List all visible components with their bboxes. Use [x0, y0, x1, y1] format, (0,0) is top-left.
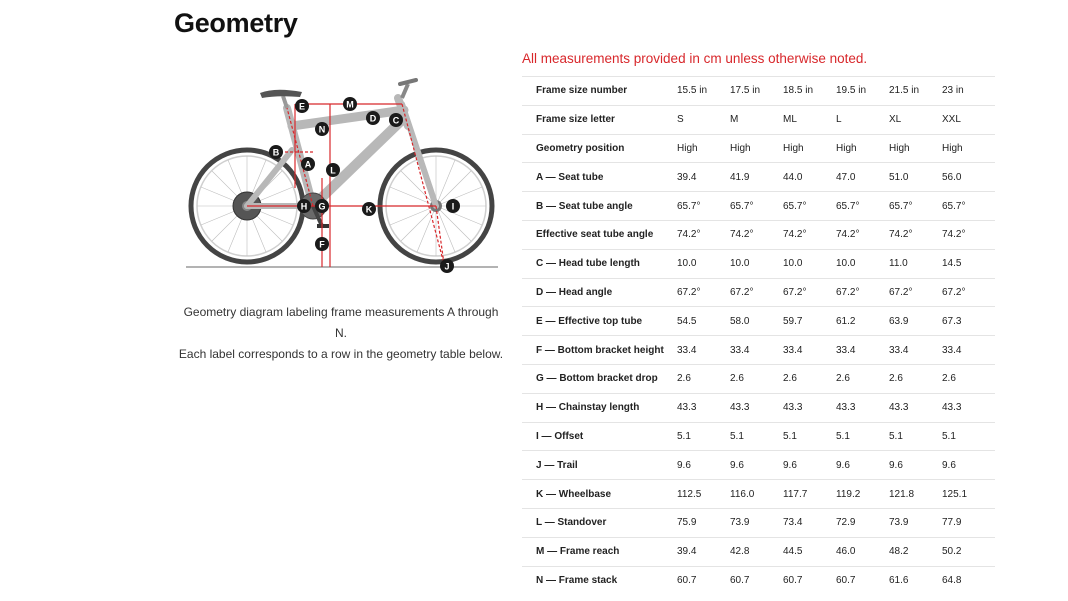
table-cell: 9.6 [836, 451, 889, 480]
row-label: Effective seat tube angle [522, 220, 677, 249]
table-cell: 10.0 [677, 249, 730, 278]
table-cell: High [730, 134, 783, 163]
table-cell: 9.6 [783, 451, 836, 480]
table-cell: 65.7° [730, 192, 783, 221]
svg-text:H: H [300, 201, 308, 212]
table-cell: 33.4 [730, 336, 783, 365]
table-row [522, 422, 995, 451]
table-cell: 65.7° [889, 192, 942, 221]
table-cell: 72.9 [836, 508, 889, 537]
table-cell: 43.3 [730, 393, 783, 422]
table-cell: 19.5 in [836, 77, 889, 106]
marker-I [446, 199, 460, 213]
table-cell: 74.2° [836, 220, 889, 249]
table-cell: 67.2° [677, 278, 730, 307]
table-cell: 119.2 [836, 480, 889, 509]
table-cell: 39.4 [677, 163, 730, 192]
row-label: Frame size number [522, 77, 677, 106]
table-cell: 5.1 [730, 422, 783, 451]
row-label: D — Head angle [522, 278, 677, 307]
table-cell: 41.9 [730, 163, 783, 192]
table-cell: 67.2° [889, 278, 942, 307]
marker-M [343, 97, 357, 111]
table-cell: 33.4 [836, 336, 889, 365]
table-cell: High [783, 134, 836, 163]
svg-text:K: K [365, 204, 373, 215]
row-label: G — Bottom bracket drop [522, 364, 677, 393]
table-cell: 44.0 [783, 163, 836, 192]
marker-F [315, 237, 329, 251]
table-cell: 56.0 [942, 163, 995, 192]
table-cell: 17.5 in [730, 77, 783, 106]
table-row [522, 566, 995, 594]
table-cell: High [942, 134, 995, 163]
row-label: B — Seat tube angle [522, 192, 677, 221]
table-cell: 2.6 [783, 364, 836, 393]
table-cell: 5.1 [942, 422, 995, 451]
table-cell: 58.0 [730, 307, 783, 336]
table-row [522, 393, 995, 422]
table-cell: 50.2 [942, 537, 995, 566]
table-row [522, 163, 995, 192]
table-cell: 2.6 [942, 364, 995, 393]
table-row [522, 278, 995, 307]
geometry-table-body [522, 77, 995, 595]
table-cell: 43.3 [889, 393, 942, 422]
table-cell: 33.4 [889, 336, 942, 365]
table-cell: 5.1 [836, 422, 889, 451]
table-cell: 65.7° [836, 192, 889, 221]
row-label: C — Head tube length [522, 249, 677, 278]
svg-text:C: C [392, 115, 400, 126]
table-cell: 60.7 [836, 566, 889, 594]
table-cell: 74.2° [942, 220, 995, 249]
caption-line: Geometry diagram labeling frame measurements A through N. [183, 305, 499, 340]
table-cell: 9.6 [889, 451, 942, 480]
marker-K [362, 202, 376, 216]
table-cell: S [677, 105, 730, 134]
svg-text:N: N [318, 124, 326, 135]
table-cell: 64.8 [942, 566, 995, 594]
table-cell: 67.2° [783, 278, 836, 307]
table-cell: 67.2° [836, 278, 889, 307]
table-cell: M [730, 105, 783, 134]
units-note: All measurements provided in cm unless otherwise noted. [522, 51, 868, 66]
svg-text:B: B [272, 147, 280, 158]
row-label: A — Seat tube [522, 163, 677, 192]
table-row [522, 451, 995, 480]
table-cell: 51.0 [889, 163, 942, 192]
table-cell: 39.4 [677, 537, 730, 566]
row-label: L — Standover [522, 508, 677, 537]
table-cell: 73.9 [730, 508, 783, 537]
table-cell: L [836, 105, 889, 134]
table-cell: 44.5 [783, 537, 836, 566]
table-cell: 63.9 [889, 307, 942, 336]
table-cell: 60.7 [677, 566, 730, 594]
marker-N [315, 122, 329, 136]
table-cell: 77.9 [942, 508, 995, 537]
table-row [522, 307, 995, 336]
table-cell: 74.2° [730, 220, 783, 249]
table-cell: High [677, 134, 730, 163]
measurement-lines [247, 101, 444, 267]
table-cell: 73.4 [783, 508, 836, 537]
table-cell: 42.8 [730, 537, 783, 566]
svg-text:D: D [369, 113, 377, 124]
marker-G [315, 199, 329, 213]
table-cell: 75.9 [677, 508, 730, 537]
table-cell: 9.6 [942, 451, 995, 480]
marker-J [440, 259, 454, 273]
table-cell: XL [889, 105, 942, 134]
table-row [522, 249, 995, 278]
table-cell: 11.0 [889, 249, 942, 278]
table-cell: 59.7 [783, 307, 836, 336]
table-cell: 2.6 [730, 364, 783, 393]
table-cell: 5.1 [889, 422, 942, 451]
table-cell: 67.3 [942, 307, 995, 336]
table-cell: 65.7° [677, 192, 730, 221]
table-cell: 5.1 [783, 422, 836, 451]
row-label: K — Wheelbase [522, 480, 677, 509]
table-cell: 125.1 [942, 480, 995, 509]
table-cell: 48.2 [889, 537, 942, 566]
marker-A [301, 157, 315, 171]
table-cell: ML [783, 105, 836, 134]
table-cell: 74.2° [889, 220, 942, 249]
marker-B [269, 145, 283, 159]
table-cell: XXL [942, 105, 995, 134]
table-cell: 61.2 [836, 307, 889, 336]
table-cell: 23 in [942, 77, 995, 106]
table-cell: 65.7° [783, 192, 836, 221]
table-cell: 10.0 [836, 249, 889, 278]
table-cell: 65.7° [942, 192, 995, 221]
table-cell: 2.6 [889, 364, 942, 393]
marker-C [389, 113, 403, 127]
table-cell: 74.2° [783, 220, 836, 249]
table-cell: 43.3 [836, 393, 889, 422]
row-label: E — Effective top tube [522, 307, 677, 336]
table-row [522, 336, 995, 365]
table-row [522, 508, 995, 537]
row-label: Geometry position [522, 134, 677, 163]
row-label: J — Trail [522, 451, 677, 480]
table-row [522, 480, 995, 509]
row-label: M — Frame reach [522, 537, 677, 566]
table-cell: 121.8 [889, 480, 942, 509]
table-cell: 46.0 [836, 537, 889, 566]
row-label: N — Frame stack [522, 566, 677, 594]
svg-text:J: J [444, 261, 450, 272]
table-cell: 33.4 [942, 336, 995, 365]
table-row [522, 77, 995, 106]
table-cell: 2.6 [836, 364, 889, 393]
svg-text:A: A [304, 159, 312, 170]
table-row [522, 220, 995, 249]
marker-H [297, 199, 311, 213]
table-cell: 117.7 [783, 480, 836, 509]
table-cell: 112.5 [677, 480, 730, 509]
svg-text:M: M [346, 99, 354, 110]
table-cell: 43.3 [783, 393, 836, 422]
table-cell: 21.5 in [889, 77, 942, 106]
table-row [522, 537, 995, 566]
table-cell: 5.1 [677, 422, 730, 451]
table-cell: 43.3 [942, 393, 995, 422]
table-cell: 43.3 [677, 393, 730, 422]
table-cell: 9.6 [677, 451, 730, 480]
table-cell: 14.5 [942, 249, 995, 278]
table-cell: 60.7 [783, 566, 836, 594]
table-cell: 15.5 in [677, 77, 730, 106]
table-cell: 54.5 [677, 307, 730, 336]
table-cell: 10.0 [783, 249, 836, 278]
table-cell: 2.6 [677, 364, 730, 393]
table-cell: High [889, 134, 942, 163]
geometry-table [522, 76, 995, 594]
caption-line: Each label corresponds to a row in the geometry table below. [178, 347, 504, 361]
table-cell: 33.4 [783, 336, 836, 365]
geometry-diagram [180, 68, 510, 290]
table-cell: 67.2° [942, 278, 995, 307]
table-row [522, 364, 995, 393]
row-label: I — Offset [522, 422, 677, 451]
marker-E [295, 99, 309, 113]
table-cell: 10.0 [730, 249, 783, 278]
table-cell: 9.6 [730, 451, 783, 480]
marker-L [326, 163, 340, 177]
table-cell: 47.0 [836, 163, 889, 192]
table-cell: High [836, 134, 889, 163]
table-row [522, 192, 995, 221]
svg-text:G: G [318, 201, 326, 212]
table-row [522, 134, 995, 163]
table-cell: 67.2° [730, 278, 783, 307]
table-cell: 60.7 [730, 566, 783, 594]
svg-text:I: I [451, 201, 455, 212]
svg-text:E: E [298, 101, 306, 112]
svg-text:F: F [319, 239, 325, 250]
table-row [522, 105, 995, 134]
table-cell: 74.2° [677, 220, 730, 249]
table-cell: 18.5 in [783, 77, 836, 106]
table-cell: 61.6 [889, 566, 942, 594]
diagram-caption [176, 302, 506, 365]
table-cell: 116.0 [730, 480, 783, 509]
svg-text:L: L [330, 165, 336, 176]
row-label: H — Chainstay length [522, 393, 677, 422]
page-title: Geometry [174, 8, 298, 38]
table-cell: 33.4 [677, 336, 730, 365]
marker-D [366, 111, 380, 125]
row-label: F — Bottom bracket height [522, 336, 677, 365]
table-cell: 73.9 [889, 508, 942, 537]
row-label: Frame size letter [522, 105, 677, 134]
